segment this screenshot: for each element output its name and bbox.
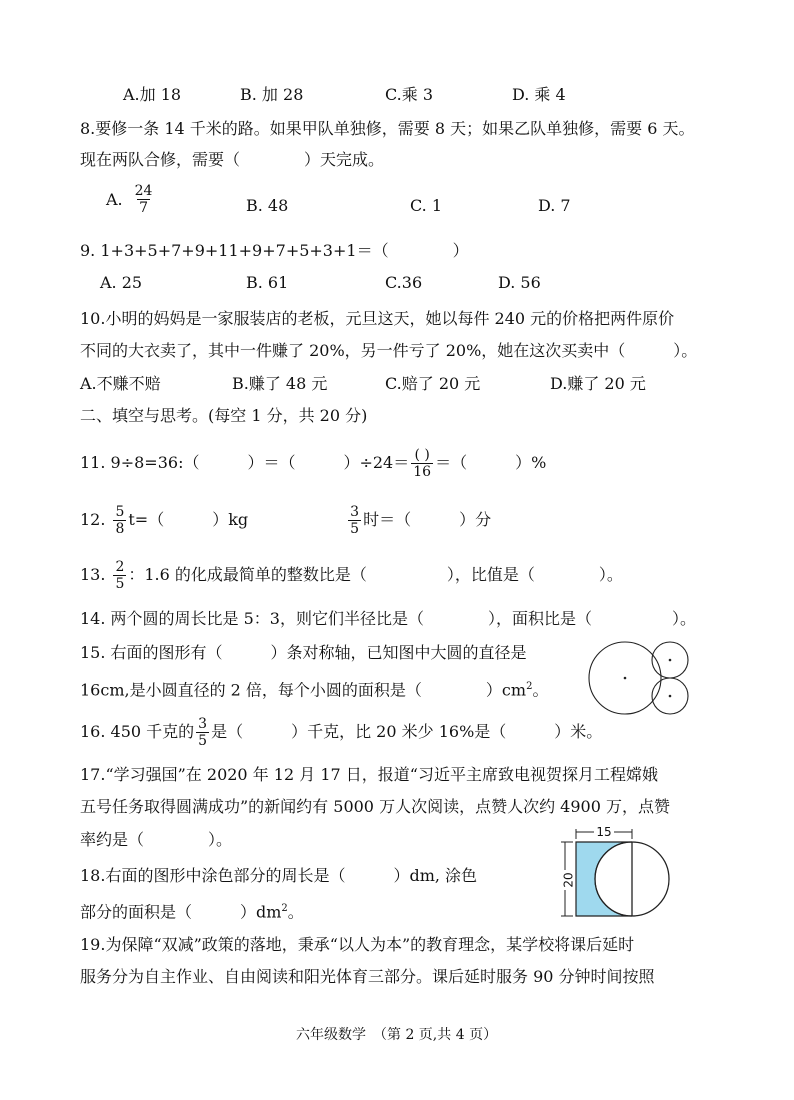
q7-option-c: C.乘 3 — [385, 85, 434, 104]
q18-superscript: 2 — [281, 903, 288, 914]
q13-denominator: 5 — [115, 575, 125, 592]
q15-line1: 15. 右面的图形有（ ）条对称轴，已知图中大圆的直径是 — [80, 643, 527, 662]
q10-stem-line2: 不同的大衣卖了，其中一件赚了 20%，另一件亏了 20%，她在这次买卖中（ ）。 — [80, 341, 698, 360]
q16-before: 16. 450 千克的 — [80, 722, 195, 741]
q8-option-d: D. 7 — [538, 196, 571, 215]
q8-option-a — [106, 183, 156, 216]
q15-large-center-dot — [624, 677, 627, 680]
q12-fraction1 — [113, 504, 126, 537]
q13-numerator: 2 — [115, 558, 125, 575]
q10-option-a: A.不赚不赔 — [80, 374, 161, 393]
q9-option-d: D. 56 — [498, 273, 541, 292]
section-title: 二、填空与思考。(每空 1 分，共 20 分) — [80, 406, 368, 425]
q18-line2 — [80, 898, 304, 923]
q18-top-dimension-label: 15 — [596, 826, 612, 839]
q18-line2-text: 部分的面积是（ ）dm — [80, 902, 282, 922]
q19-line2: 服务分为自主作业、自由阅读和阳光体育三部分。课后延时服务 90 分钟时间按照 — [80, 967, 655, 986]
q12-fraction2 — [348, 504, 361, 537]
q8-option-a-numerator: 24 — [134, 183, 153, 199]
q17-line1: 17.“学习强国”在 2020 年 12 月 17 日，报道“习近平主席致电视贺探月工程嫦娥 — [80, 765, 658, 784]
q15-line2-text: 16cm,是小圆直径的 2 倍，每个小圆的面积是（ ）cm — [80, 680, 527, 700]
q12-label: 12. — [80, 510, 106, 529]
q8-stem-line1: 8.要修一条 14 千米的路。如果甲队单独修，需要 8 天；如果乙队单独修，需要 6 天。 — [80, 119, 695, 138]
q16-fraction — [196, 716, 209, 749]
q15-superscript: 2 — [526, 681, 533, 692]
q10-option-d: D.赚了 20 元 — [550, 374, 646, 393]
q15-end: 。 — [532, 680, 549, 700]
q17-line3: 率约是（ ）。 — [80, 830, 233, 849]
q11-after: ＝（ ）% — [435, 453, 547, 472]
q12-fraction1-denominator: 8 — [115, 520, 125, 537]
q15-circles-figure — [588, 638, 700, 720]
q9-option-b: B. 61 — [246, 273, 289, 292]
q11-fraction — [411, 447, 433, 480]
q14: 14. 两个圆的周长比是 5：3，则它们半径比是（ ），面积比是（ ）。 — [80, 609, 696, 628]
q17-line2: 五号任务取得圆满成功”的新闻约有 5000 万人次阅读，点赞人次约 4900 万，点赞 — [80, 797, 670, 816]
q8-option-c: C. 1 — [410, 196, 443, 215]
q7-option-a: A.加 18 — [123, 85, 182, 104]
q18-line1: 18.右面的图形中涂色部分的周长是（ ）dm, 涂色 — [80, 866, 478, 885]
q10-option-b: B.赚了 48 元 — [232, 374, 328, 393]
q10-option-c: C.赔了 20 元 — [385, 374, 481, 393]
q11-before: 11. 9÷8=36:（ ）＝（ ）÷24＝ — [80, 453, 410, 472]
q9-option-a: A. 25 — [100, 273, 143, 292]
q13-text: ：1.6 的化成最简单的整数比是（ ），比值是（ ）。 — [128, 565, 623, 584]
q10-stem-line1: 10.小明的妈妈是一家服装店的老板，元旦这天，她以每件 240 元的价格把两件原价 — [80, 309, 675, 328]
q7-option-d: D. 乘 4 — [512, 85, 566, 104]
q12 — [80, 498, 491, 542]
q8-option-a-label: A. — [106, 189, 123, 209]
q13-fraction — [113, 559, 126, 592]
q7-option-b: B. 加 28 — [240, 85, 304, 104]
q18-left-dimension-label: 20 — [561, 872, 576, 888]
q15-top-center-dot — [669, 659, 672, 662]
q12-fraction2-denominator: 5 — [350, 520, 360, 537]
q8-option-b: B. 48 — [246, 196, 289, 215]
q11-denominator: 16 — [413, 463, 432, 480]
q12-fraction2-numerator: 3 — [350, 503, 360, 520]
q12-part1: t=（ ）kg — [128, 510, 249, 529]
q11-numerator: ( ) — [414, 446, 430, 463]
page-footer: 六年级数学 （第 2 页,共 4 页） — [296, 1027, 498, 1043]
q9-option-c: C.36 — [385, 273, 423, 292]
q8-option-a-denominator: 7 — [139, 200, 149, 216]
q8-option-a-fraction — [133, 183, 155, 216]
q13 — [80, 553, 623, 597]
q18-shaded-figure — [556, 826, 712, 924]
q15-line2 — [80, 676, 548, 701]
q9-stem: 9. 1+3+5+7+9+11+9+7+5+3+1＝（ ） — [80, 241, 469, 260]
q16-denominator: 5 — [198, 732, 208, 749]
q12-part2: 时＝（ ）分 — [363, 510, 492, 529]
q16-after: 是（ ）千克，比 20 米少 16%是（ ）米。 — [211, 722, 603, 741]
q11 — [80, 441, 546, 485]
q18-end: 。 — [287, 902, 304, 922]
q13-label: 13. — [80, 565, 106, 584]
q16 — [80, 710, 602, 754]
q12-fraction1-numerator: 5 — [115, 503, 125, 520]
q19-line1: 19.为保障“双减”政策的落地，秉承“以人为本”的教育理念，某学校将课后延时 — [80, 935, 635, 954]
q18-shaded-region — [576, 842, 632, 916]
q16-numerator: 3 — [198, 715, 208, 732]
q15-bottom-center-dot — [669, 695, 672, 698]
q8-stem-line2: 现在两队合修，需要（ ）天完成。 — [80, 150, 385, 169]
